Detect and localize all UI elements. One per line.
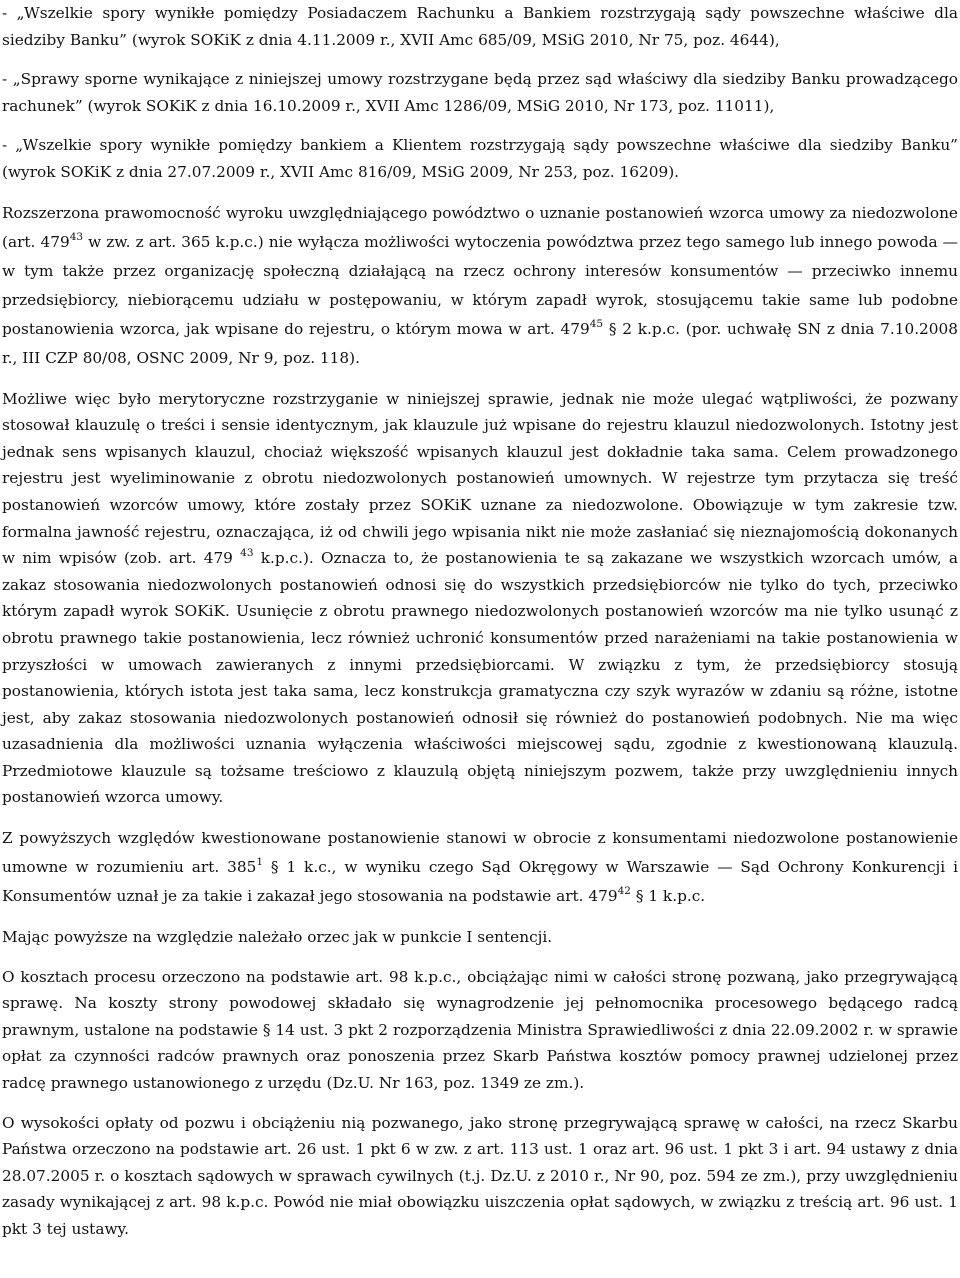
paragraph-ruling: [2, 924, 958, 951]
paragraph-merits: [2, 386, 958, 812]
article-superscript: 1: [256, 856, 264, 869]
paragraph-text: - „Wszelkie spory wynikłe pomiędzy bankiem a Klientem rozstrzygają sądy powszechne właściwe dla siedziby Banku” (wyrok SOKiK z dnia 27.07.2009 r., XVII Amc 816/09, MSiG 2009, Nr 253, poz. 16209).: [2, 136, 958, 181]
article-superscript: 43: [69, 230, 84, 243]
paragraph-text: § 1 k.c., w wyniku czego Sąd Okręgowy w Warszawie — Sąd Ochrony Konkurencji i Konsumentów uznał je za takie i zakazał jego stosowania na podstawie art. 479: [2, 858, 958, 906]
paragraph-text: k.p.c.). Oznacza to, że postanowienia te są zakazane we wszystkich wzorcach umów, a zakaz stosowania niedozwolonych postanowień odnosi się do wszystkich przedsiębiorców nie tylko do tych, przeciwko którym zapadł wyrok SOKiK. Usunięcie z obrotu prawnego niedozwolonych postanowień wzorców ma nie tylko usunąć z obrotu prawnego takie postanowienia, lecz również uchronić konsumentów przed narażeniami na takie postanowienia w przyszłości w umowach zawieranych z innymi przedsiębiorcami. W związku z tym, że przedsiębiorcy stosują postanowienia, których istota jest taka sama, lecz konstrukcja gramatyczna czy szyk wyrazów w zdaniu są różne, istotne jest, aby zakaz stosowania niedozwolonych postanowień odnosił się również do postanowień podobnych. Nie ma więc uzasadnienia dla możliwości uznania wyłączenia właściwości miejscowej sądu, zgodnie z kwestionowaną klauzulą. Przedmiotowe klauzule są tożsame treściowo z klauzulą objętą niniejszym pozwem, także przy uwzględnieniu innych postanowień wzorca umowy.: [2, 549, 958, 807]
paragraph-costs: [2, 964, 958, 1097]
paragraph-extended-validity: [2, 199, 958, 373]
paragraph-text: O wysokości opłaty od pozwu i obciążeniu nią pozwanego, jako stronę przegrywającą sprawę w całości, na rzecz Skarbu Państwa orzeczono na podstawie art. 26 ust. 1 pkt 6 w zw. z art. 113 ust. 1 oraz art. 96 ust. 1 pkt 3 i art. 94 ustawy z dnia 28.07.2005 r. o kosztach sądowych w sprawach cywilnych (t.j. Dz.U. z 2010 r., Nr 90, poz. 594 ze zm.), przy uwzględnieniu zasady wynikającej z art. 98 k.p.c. Powód nie miał obowiązku uiszczenia opłat sądowych, w związku z treścią art. 96 ust. 1 pkt 3 tej ustawy.: [2, 1113, 958, 1238]
paragraph-text: Możliwe więc było merytoryczne rozstrzyganie w niniejszej sprawie, jednak nie może ulegać wątpliwości, że pozwany stosował klauzulę o treści i sensie identycznym, jak klauzule już wpisane do rejestru klauzul niedozwolonych. Istotny jest jednak sens wpisanych klauzul, chociaż większość wpisanych klauzul jest dokładnie taka sama. Celem prowadzonego rejestru jest wyeliminowanie z obrotu niedozwolonych postanowień umownych. W rejestrze tym przytacza się treść postanowień wzorców umowy, które zostały przez SOKiK uznane za niedozwolone. Obowiązuje w tym zakresie tzw. formalna jawność rejestru, oznaczająca, iż od chwili jego wpisania nikt nie może zasłaniać się nieznajomością dokonanych w nim wpisów (zob. art. 479: [2, 389, 958, 568]
paragraph-text: Rozszerzona prawomocność wyroku uwzględniającego powództwo o uznanie postanowień wzorca umowy za niedozwolone (art. 479: [2, 203, 958, 251]
paragraph-clause-example-3: [2, 132, 958, 185]
paragraph-text: O kosztach procesu orzeczono na podstawie art. 98 k.p.c., obciążając nimi w całości stronę pozwaną, jako przegrywającą sprawę. Na koszty strony powodowej składało się wynagrodzenie jej pełnomocnika procesowego będącego radcą prawnym, ustalone na podstawie § 14 ust. 3 pkt 2 rozporządzenia Ministra Sprawiedliwości z dnia 22.09.2002 r. w sprawie opłat za czynności radców prawnych oraz ponoszenia przez Skarb Państwa kosztów pomocy prawnej udzielonej przez radcę prawnego ustanowionego z urzędu (Dz.U. Nr 163, poz. 1349 ze zm.).: [2, 967, 958, 1093]
paragraph-clause-example-2: [2, 66, 958, 119]
paragraph-clause-example-1: [2, 0, 958, 53]
article-superscript: 43: [240, 547, 254, 560]
article-superscript: 45: [589, 317, 604, 330]
paragraph-text: w zw. z art. 365 k.p.c.) nie wyłącza możliwości wytoczenia powództwa przez tego samego lub innego powoda — w tym także przez organizację społeczną działającą na rzecz ochrony interesów konsumentów — przeciwko innemu przedsiębiorcy, niebiorącemu udziału w postępowaniu, w którym zapadł wyrok, stosującemu takie same lub podobne postanowienia wzorca, jak wpisane do rejestru, o którym mowa w art. 479: [2, 232, 958, 338]
paragraph-text: - „Sprawy sporne wynikające z niniejszej umowy rozstrzygane będą przez sąd właściwy dla siedziby Banku prowadzącego rachunek” (wyrok SOKiK z dnia 16.10.2009 r., XVII Amc 1286/09, MSiG 2010, Nr 173, poz. 11011),: [2, 70, 958, 115]
paragraph-text: § 1 k.p.c.: [630, 887, 706, 906]
paragraph-conclusion: [2, 824, 958, 911]
paragraph-text: Mając powyższe na względzie należało orzec jak w punkcie I sentencji.: [2, 928, 553, 947]
paragraph-text: - „Wszelkie spory wynikłe pomiędzy Posiadaczem Rachunku a Bankiem rozstrzygają sądy powszechne właściwe dla siedziby Banku” (wyrok SOKiK z dnia 4.11.2009 r., XVII Amc 685/09, MSiG 2010, Nr 75, poz. 4644),: [2, 4, 958, 49]
paragraph-text: § 2 k.p.c. (por. uchwałę SN z dnia 7.10.2008 r., III CZP 80/08, OSNC 2009, Nr 9, poz. 118).: [2, 319, 958, 367]
article-superscript: 42: [617, 885, 631, 898]
paragraph-text: Z powyższych względów kwestionowane postanowienie stanowi w obrocie z konsumentami niedozwolone postanowienie umowne w rozumieniu art. 385: [2, 829, 958, 877]
paragraph-court-fee: [2, 1110, 958, 1243]
